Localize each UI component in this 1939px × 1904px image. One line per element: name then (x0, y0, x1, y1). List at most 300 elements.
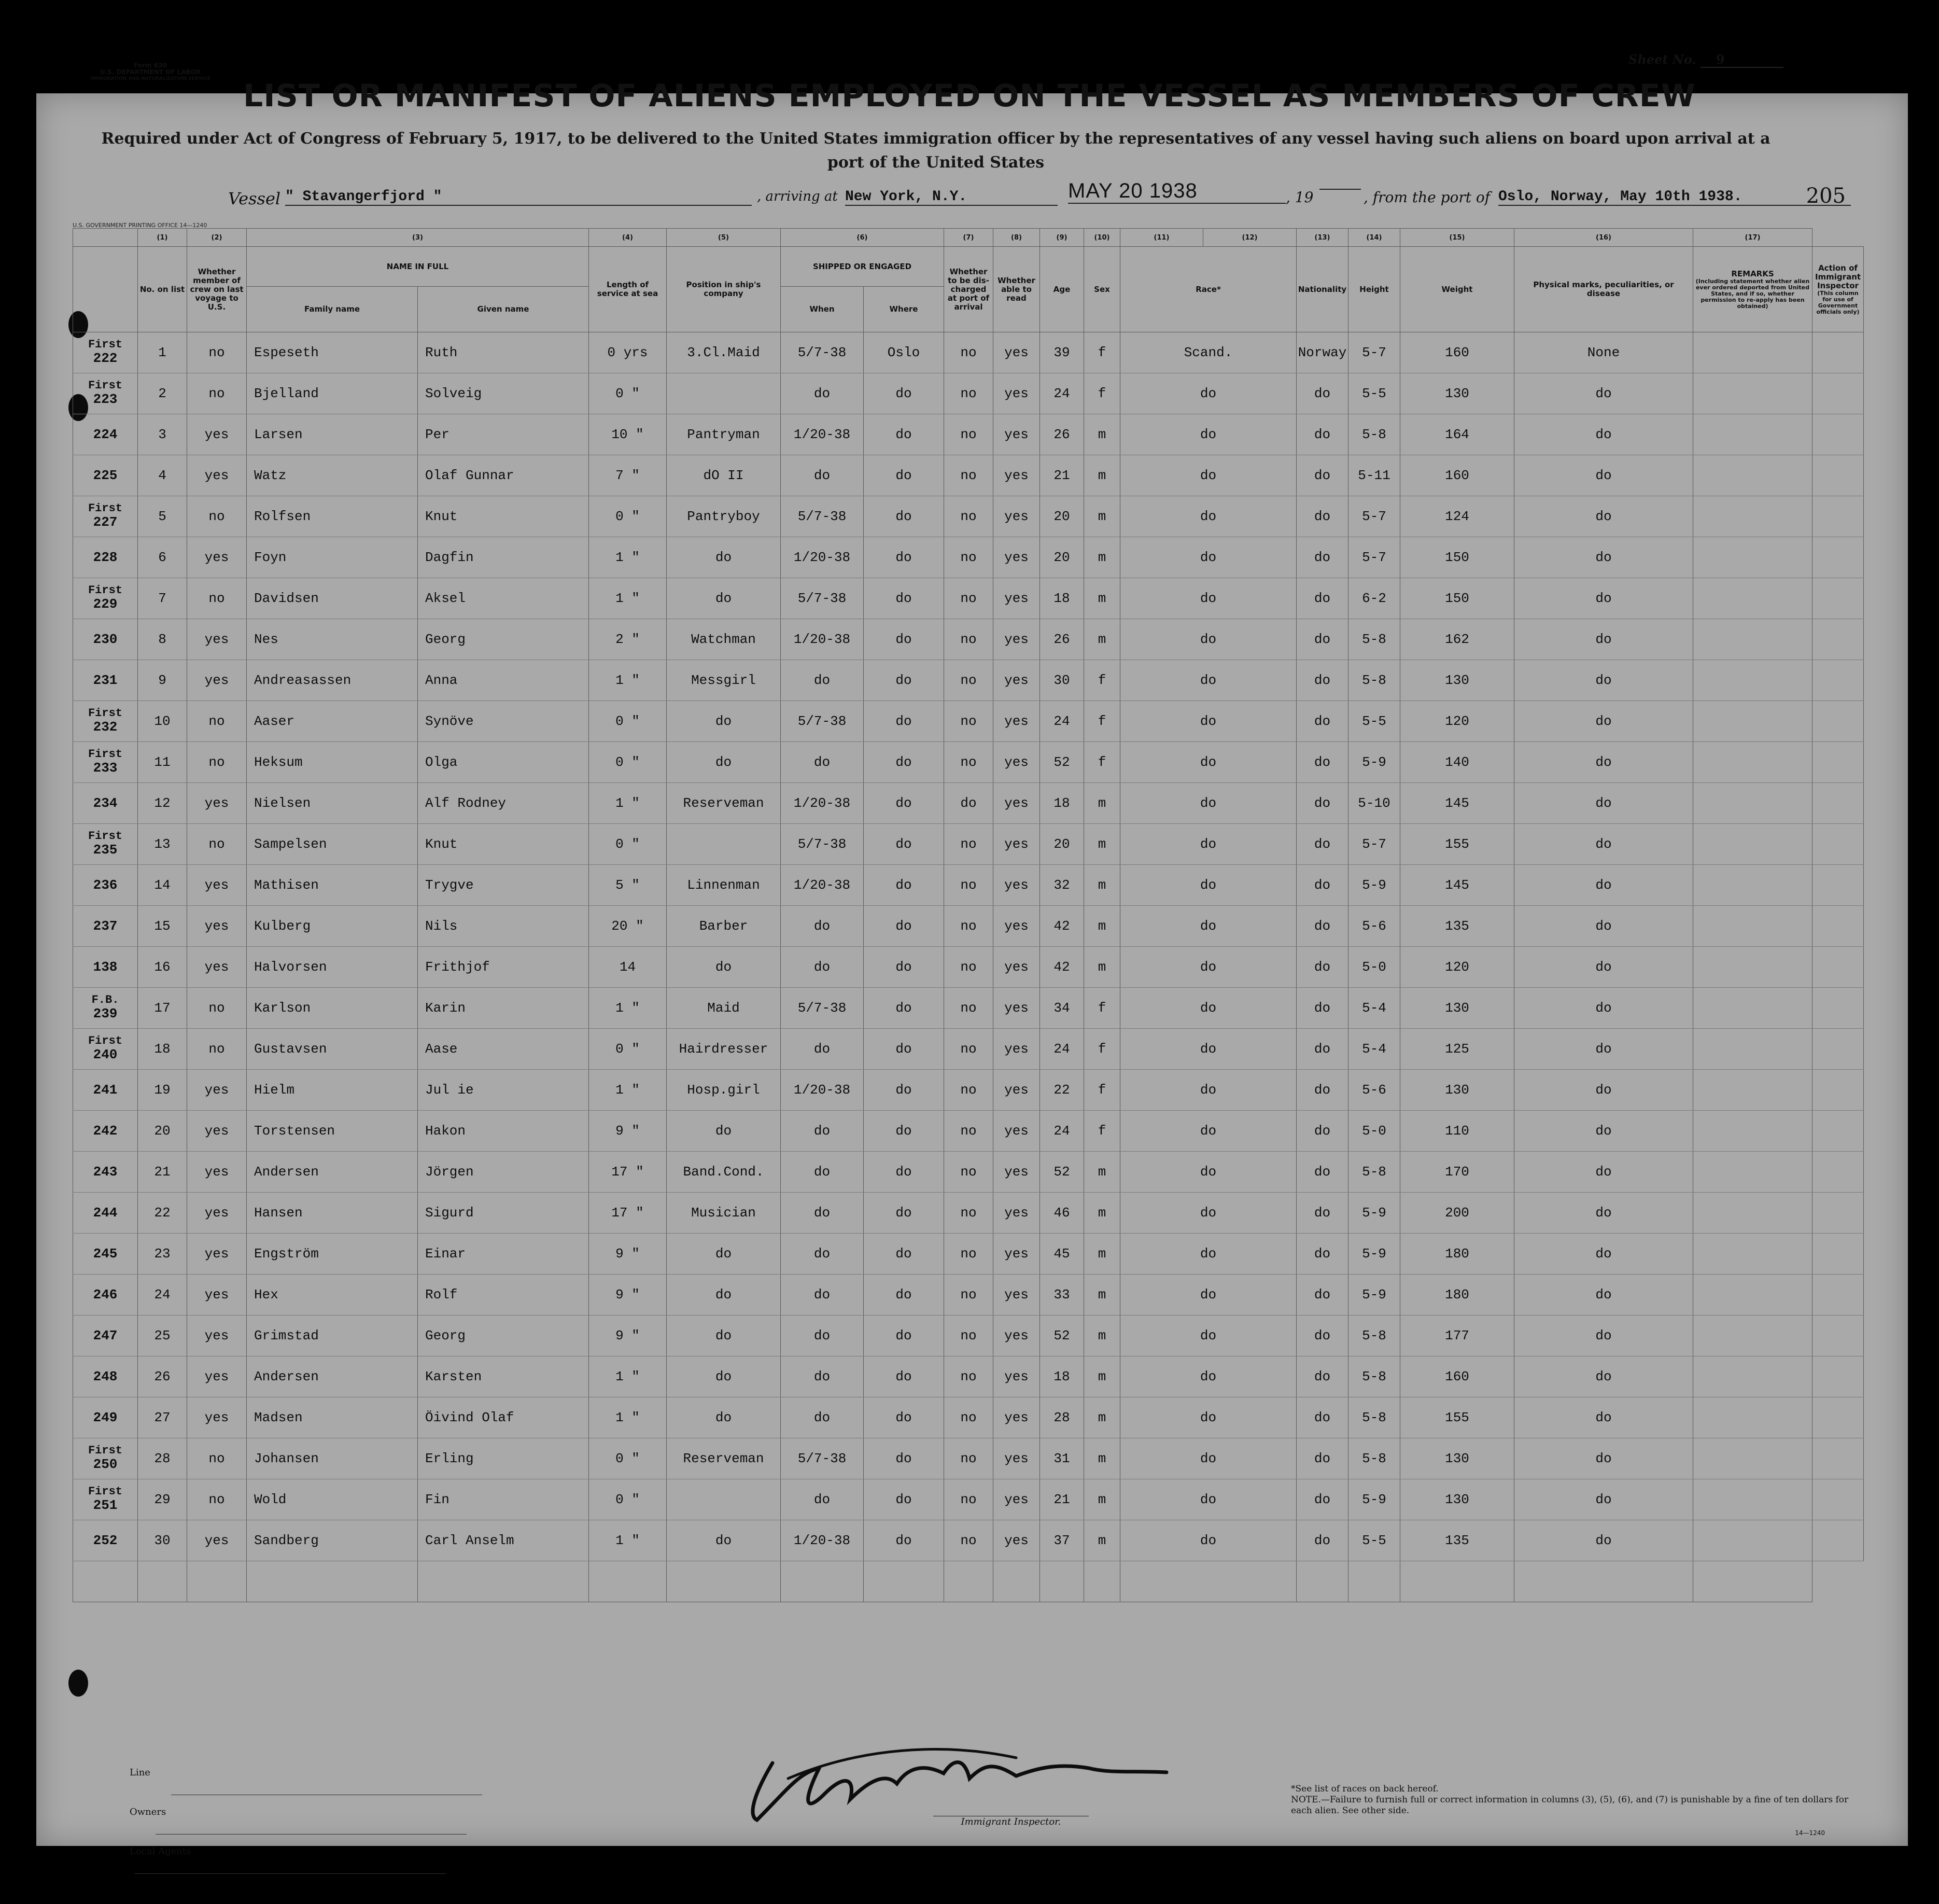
shipped-where-cell: Oslo (864, 332, 944, 373)
height-cell: 5-9 (1348, 742, 1400, 783)
shipped-when-cell: do (781, 1397, 864, 1438)
physical-marks-cell: do (1514, 1520, 1693, 1561)
age-cell: 46 (1040, 1193, 1084, 1234)
weight-cell: 130 (1400, 660, 1514, 701)
margin-note (73, 660, 138, 701)
no-on-list-header: No. on list (138, 247, 187, 332)
margin-class: First (88, 379, 122, 392)
no-on-list-cell: 30 (138, 1520, 187, 1561)
margin-number: 227 (93, 514, 118, 530)
height-cell: 5-7 (1348, 537, 1400, 578)
blank-cell (73, 1561, 138, 1602)
action-cell (1812, 332, 1864, 373)
no-on-list-cell: 20 (138, 1111, 187, 1152)
printer-mark: U.S. GOVERNMENT PRINTING OFFICE 14—1240 (73, 222, 207, 229)
height-cell: 5-9 (1348, 1275, 1400, 1315)
action-cell (1812, 1234, 1864, 1275)
margin-number: 223 (93, 391, 118, 407)
nationality-cell: do (1297, 988, 1348, 1029)
discharged-cell: no (944, 701, 993, 742)
remarks-cell (1693, 1234, 1812, 1275)
column-number: (4) (589, 229, 667, 247)
action-cell (1812, 373, 1864, 414)
age-cell: 32 (1040, 865, 1084, 906)
race-cell: do (1120, 906, 1297, 947)
family-name-cell: Hansen (247, 1193, 418, 1234)
able-to-read-cell: yes (993, 1438, 1040, 1479)
last-voyage-cell: yes (187, 414, 247, 455)
last-voyage-cell: yes (187, 537, 247, 578)
action-cell (1812, 1275, 1864, 1315)
footnotes (1291, 1784, 1861, 1816)
given-name-cell: Jul ie (418, 1070, 589, 1111)
able-to-read-cell: yes (993, 1275, 1040, 1315)
last-voyage-cell: no (187, 578, 247, 619)
race-cell: do (1120, 947, 1297, 988)
service-length-cell: 1 " (589, 660, 667, 701)
last-voyage-cell: yes (187, 1070, 247, 1111)
given-name-cell: Karin (418, 988, 589, 1029)
weight-cell: 135 (1400, 906, 1514, 947)
given-name-cell: Aase (418, 1029, 589, 1070)
shipped-when-cell: do (781, 455, 864, 496)
height-cell: 5-5 (1348, 1520, 1400, 1561)
table-row (73, 824, 1864, 865)
remarks-subtitle: (Including statement whether alien ever ordered deported from United States, and if so, whether permission to re-apply has been obtained) (1695, 277, 1810, 310)
service-length-header: Length of service at sea (589, 247, 667, 332)
blank-cell (138, 1561, 187, 1602)
sex-cell: m (1084, 783, 1120, 824)
race-cell: do (1120, 537, 1297, 578)
sex-cell: f (1084, 332, 1120, 373)
shipped-where-cell: do (864, 455, 944, 496)
agents-label: Local Agents (130, 1846, 191, 1857)
action-cell (1812, 783, 1864, 824)
last-voyage-cell: no (187, 1479, 247, 1520)
family-name-cell: Andersen (247, 1356, 418, 1397)
discharged-cell: no (944, 947, 993, 988)
given-name-cell: Jörgen (418, 1152, 589, 1193)
shipped-where-cell: do (864, 1356, 944, 1397)
action-cell (1812, 988, 1864, 1029)
able-to-read-cell: yes (993, 373, 1040, 414)
table-row (73, 414, 1864, 455)
remarks-cell (1693, 455, 1812, 496)
service-length-cell: 0 " (589, 1438, 667, 1479)
remarks-cell (1693, 1070, 1812, 1111)
table-row (73, 701, 1864, 742)
family-name-cell: Nielsen (247, 783, 418, 824)
shipped-when-cell: do (781, 1234, 864, 1275)
shipped-where-cell: do (864, 947, 944, 988)
race-cell: do (1120, 1397, 1297, 1438)
margin-note (73, 455, 138, 496)
action-cell (1812, 701, 1864, 742)
last-voyage-cell: no (187, 742, 247, 783)
family-name-cell: Foyn (247, 537, 418, 578)
weight-cell: 130 (1400, 988, 1514, 1029)
nationality-header: Nationality (1297, 247, 1348, 332)
given-name-cell: Solveig (418, 373, 589, 414)
able-to-read-cell: yes (993, 332, 1040, 373)
shipped-when-cell: do (781, 1111, 864, 1152)
service-length-cell: 0 " (589, 824, 667, 865)
age-cell: 52 (1040, 1152, 1084, 1193)
discharged-cell: no (944, 496, 993, 537)
shipped-when-cell: 5/7-38 (781, 824, 864, 865)
given-name-cell: Dagfin (418, 537, 589, 578)
margin-note (73, 496, 138, 537)
family-name-cell: Sampelsen (247, 824, 418, 865)
column-number-row (73, 229, 1864, 247)
shipped-where-cell: do (864, 701, 944, 742)
given-name-cell: Karsten (418, 1356, 589, 1397)
shipped-where-cell: do (864, 865, 944, 906)
remarks-cell (1693, 537, 1812, 578)
penalty-note: NOTE.—Failure to furnish full or correct information in columns (3), (5), (6), and (7) is punishable by a fine of ten dollars for each alien. See other side. (1291, 1795, 1849, 1816)
height-cell: 5-8 (1348, 660, 1400, 701)
last-voyage-cell: yes (187, 619, 247, 660)
race-cell: do (1120, 455, 1297, 496)
service-length-cell: 17 " (589, 1193, 667, 1234)
family-name-cell: Engström (247, 1234, 418, 1275)
age-cell: 18 (1040, 1356, 1084, 1397)
family-name-cell: Watz (247, 455, 418, 496)
discharged-cell: do (944, 783, 993, 824)
height-cell: 5-9 (1348, 1479, 1400, 1520)
race-cell: do (1120, 373, 1297, 414)
margin-class: First (88, 1034, 122, 1047)
shipped-where-cell: do (864, 1275, 944, 1315)
able-to-read-cell: yes (993, 660, 1040, 701)
weight-cell: 130 (1400, 1438, 1514, 1479)
no-on-list-cell: 4 (138, 455, 187, 496)
last-voyage-cell: no (187, 1438, 247, 1479)
position-cell: Pantryboy (667, 496, 781, 537)
margin-number: 233 (93, 760, 118, 776)
margin-note (73, 578, 138, 619)
shipped-when-cell: 1/20-38 (781, 783, 864, 824)
position-header: Position in ship's company (667, 247, 781, 332)
nationality-cell: Norway (1297, 332, 1348, 373)
column-number: (5) (667, 229, 781, 247)
header-row-1 (73, 247, 1864, 287)
form-code: 14—1240 (1795, 1829, 1825, 1837)
weight-cell: 145 (1400, 865, 1514, 906)
blank-cell (1297, 1561, 1348, 1602)
where-header: Where (864, 287, 944, 332)
remarks-cell (1693, 906, 1812, 947)
shipped-where-cell: do (864, 537, 944, 578)
remarks-cell (1693, 414, 1812, 455)
no-on-list-cell: 3 (138, 414, 187, 455)
height-cell: 5-8 (1348, 619, 1400, 660)
nationality-cell: do (1297, 496, 1348, 537)
able-to-read-cell: yes (993, 1111, 1040, 1152)
shipped-when-cell: do (781, 742, 864, 783)
no-on-list-cell: 21 (138, 1152, 187, 1193)
margin-number: 228 (93, 550, 118, 565)
able-to-read-cell: yes (993, 1397, 1040, 1438)
action-cell (1812, 455, 1864, 496)
service-length-cell: 9 " (589, 1111, 667, 1152)
weight-cell: 200 (1400, 1193, 1514, 1234)
margin-note (73, 1438, 138, 1479)
nationality-cell: do (1297, 1234, 1348, 1275)
action-cell (1812, 1070, 1864, 1111)
shipped-when-cell: 1/20-38 (781, 537, 864, 578)
sex-cell: m (1084, 414, 1120, 455)
height-cell: 5-8 (1348, 1152, 1400, 1193)
family-name-cell: Hex (247, 1275, 418, 1315)
position-cell: Barber (667, 906, 781, 947)
physical-marks-cell: do (1514, 619, 1693, 660)
age-cell: 42 (1040, 947, 1084, 988)
action-cell (1812, 660, 1864, 701)
race-cell: do (1120, 824, 1297, 865)
sex-cell: m (1084, 947, 1120, 988)
position-cell: Pantryman (667, 414, 781, 455)
blank-cell (993, 1561, 1040, 1602)
family-name-header: Family name (247, 287, 418, 332)
service-length-cell: 9 " (589, 1275, 667, 1315)
shipped-when-cell: 1/20-38 (781, 865, 864, 906)
remarks-cell (1693, 824, 1812, 865)
remarks-cell (1693, 496, 1812, 537)
sex-cell: f (1084, 1070, 1120, 1111)
sex-cell: m (1084, 1193, 1120, 1234)
height-cell: 5-5 (1348, 373, 1400, 414)
physical-marks-cell: do (1514, 1234, 1693, 1275)
table-row (73, 1397, 1864, 1438)
vessel-label: Vessel (228, 189, 281, 208)
nationality-cell: do (1297, 865, 1348, 906)
action-cell (1812, 947, 1864, 988)
given-name-cell: Synöve (418, 701, 589, 742)
service-length-cell: 9 " (589, 1315, 667, 1356)
margin-header (73, 229, 138, 247)
nationality-cell: do (1297, 537, 1348, 578)
no-on-list-cell: 14 (138, 865, 187, 906)
service-length-cell: 0 " (589, 1479, 667, 1520)
discharged-cell: no (944, 1520, 993, 1561)
margin-number: 250 (93, 1457, 118, 1472)
race-cell: do (1120, 1152, 1297, 1193)
given-name-cell: Georg (418, 619, 589, 660)
able-to-read-cell: yes (993, 1234, 1040, 1275)
action-cell (1812, 1356, 1864, 1397)
shipped-where-cell: do (864, 783, 944, 824)
shipped-where-cell: do (864, 1111, 944, 1152)
margin-note (73, 1111, 138, 1152)
given-name-cell: Olaf Gunnar (418, 455, 589, 496)
position-cell: dO II (667, 455, 781, 496)
remarks-cell (1693, 701, 1812, 742)
weight-cell: 145 (1400, 783, 1514, 824)
sex-cell: m (1084, 906, 1120, 947)
service-length-cell: 17 " (589, 1152, 667, 1193)
able-to-read-cell: yes (993, 906, 1040, 947)
height-cell: 5-5 (1348, 701, 1400, 742)
action-cell (1812, 414, 1864, 455)
remarks-cell (1693, 1111, 1812, 1152)
table-row (73, 1315, 1864, 1356)
race-cell: do (1120, 1520, 1297, 1561)
shipped-where-cell: do (864, 1438, 944, 1479)
nationality-cell: do (1297, 1193, 1348, 1234)
shipped-where-cell: do (864, 824, 944, 865)
action-cell (1812, 1479, 1864, 1520)
position-cell: Band.Cond. (667, 1152, 781, 1193)
margin-header (73, 247, 138, 332)
column-number: (12) (1203, 229, 1297, 247)
table-row (73, 660, 1864, 701)
action-subtitle: (This column for use of Government officials only) (1816, 289, 1860, 315)
sex-cell: m (1084, 537, 1120, 578)
shipped-when-cell: do (781, 1356, 864, 1397)
able-to-read-cell: yes (993, 947, 1040, 988)
sex-cell: m (1084, 496, 1120, 537)
family-name-cell: Andersen (247, 1152, 418, 1193)
service-name: IMMIGRATION AND NATURALIZATION SERVICE (90, 76, 210, 81)
service-length-cell: 0 " (589, 1029, 667, 1070)
remarks-cell (1693, 742, 1812, 783)
table-row (73, 1438, 1864, 1479)
physical-marks-cell: do (1514, 455, 1693, 496)
remarks-cell (1693, 619, 1812, 660)
sex-cell: f (1084, 1111, 1120, 1152)
sex-cell: m (1084, 1397, 1120, 1438)
action-cell (1812, 865, 1864, 906)
race-cell: do (1120, 1479, 1297, 1520)
height-cell: 5-4 (1348, 988, 1400, 1029)
table-row (73, 496, 1864, 537)
position-cell: do (667, 578, 781, 619)
sheet-label: Sheet No. (1628, 52, 1696, 67)
margin-number: 241 (93, 1082, 118, 1098)
no-on-list-cell: 22 (138, 1193, 187, 1234)
physical-marks-cell: do (1514, 824, 1693, 865)
physical-marks-cell: do (1514, 1275, 1693, 1315)
last-voyage-cell: yes (187, 1152, 247, 1193)
discharged-cell: no (944, 824, 993, 865)
able-to-read-cell: yes (993, 1315, 1040, 1356)
column-number: (16) (1514, 229, 1693, 247)
given-name-cell: Ruth (418, 332, 589, 373)
age-cell: 26 (1040, 414, 1084, 455)
vessel-name: " Stavangerfjord " (285, 189, 752, 206)
table-row (73, 1070, 1864, 1111)
shipped-when-cell: 5/7-38 (781, 988, 864, 1029)
blank-row (73, 1561, 1864, 1602)
last-voyage-cell: no (187, 496, 247, 537)
discharged-cell: no (944, 332, 993, 373)
action-cell (1812, 1029, 1864, 1070)
physical-marks-cell: do (1514, 496, 1693, 537)
page-title: LIST OR MANIFEST OF ALIENS EMPLOYED ON THE VESSEL AS MEMBERS OF CREW (243, 78, 1696, 114)
age-cell: 28 (1040, 1397, 1084, 1438)
blank-cell (1693, 1561, 1812, 1602)
discharged-cell: no (944, 865, 993, 906)
blank-cell (1348, 1561, 1400, 1602)
blank-cell (247, 1561, 418, 1602)
shipped-when-cell: do (781, 373, 864, 414)
column-number: (8) (993, 229, 1040, 247)
age-cell: 21 (1040, 1479, 1084, 1520)
position-cell: do (667, 701, 781, 742)
age-cell: 33 (1040, 1275, 1084, 1315)
able-to-read-cell: yes (993, 414, 1040, 455)
weight-cell: 155 (1400, 1397, 1514, 1438)
margin-number: 242 (93, 1123, 118, 1139)
crew-manifest-table (73, 228, 1864, 1602)
family-name-cell: Aaser (247, 701, 418, 742)
table-row (73, 1152, 1864, 1193)
service-length-cell: 0 " (589, 701, 667, 742)
position-cell: do (667, 1397, 781, 1438)
margin-note (73, 988, 138, 1029)
no-on-list-cell: 26 (138, 1356, 187, 1397)
margin-number: 231 (93, 673, 118, 688)
position-cell: do (667, 1234, 781, 1275)
name-in-full-header: NAME IN FULL (247, 247, 589, 287)
position-cell: Reserveman (667, 783, 781, 824)
table-row (73, 373, 1864, 414)
given-name-cell: Trygve (418, 865, 589, 906)
last-voyage-cell: yes (187, 1234, 247, 1275)
remarks-cell (1693, 578, 1812, 619)
nationality-cell: do (1297, 701, 1348, 742)
height-cell: 5-11 (1348, 455, 1400, 496)
blank-cell (187, 1561, 247, 1602)
from-label: , from the port of (1364, 189, 1491, 206)
age-cell: 24 (1040, 701, 1084, 742)
family-name-cell: Johansen (247, 1438, 418, 1479)
weight-cell: 124 (1400, 496, 1514, 537)
position-cell: Messgirl (667, 660, 781, 701)
margin-note (73, 1070, 138, 1111)
margin-number: 246 (93, 1287, 118, 1303)
no-on-list-cell: 23 (138, 1234, 187, 1275)
last-voyage-header: Whether member of crew on last voyage to U.S. (187, 247, 247, 332)
column-number: (11) (1120, 229, 1203, 247)
action-header (1812, 247, 1864, 332)
vessel-line (187, 181, 1846, 213)
height-cell: 5-4 (1348, 1029, 1400, 1070)
family-name-cell: Halvorsen (247, 947, 418, 988)
year-label: , 19 (1286, 189, 1314, 206)
service-length-cell: 2 " (589, 619, 667, 660)
margin-note (73, 414, 138, 455)
family-name-cell: Andreasassen (247, 660, 418, 701)
shipped-when-cell: 1/20-38 (781, 1520, 864, 1561)
table-row (73, 783, 1864, 824)
sex-cell: m (1084, 865, 1120, 906)
race-cell: do (1120, 742, 1297, 783)
table-row (73, 906, 1864, 947)
shipped-where-cell: do (864, 1479, 944, 1520)
footer-fields (130, 1763, 493, 1881)
able-to-read-cell: yes (993, 701, 1040, 742)
margin-number: 252 (93, 1533, 118, 1548)
remarks-cell (1693, 660, 1812, 701)
margin-note (73, 1520, 138, 1561)
margin-note (73, 1356, 138, 1397)
race-cell: do (1120, 1356, 1297, 1397)
sex-cell: m (1084, 1479, 1120, 1520)
margin-number: 249 (93, 1410, 118, 1425)
nationality-cell: do (1297, 783, 1348, 824)
